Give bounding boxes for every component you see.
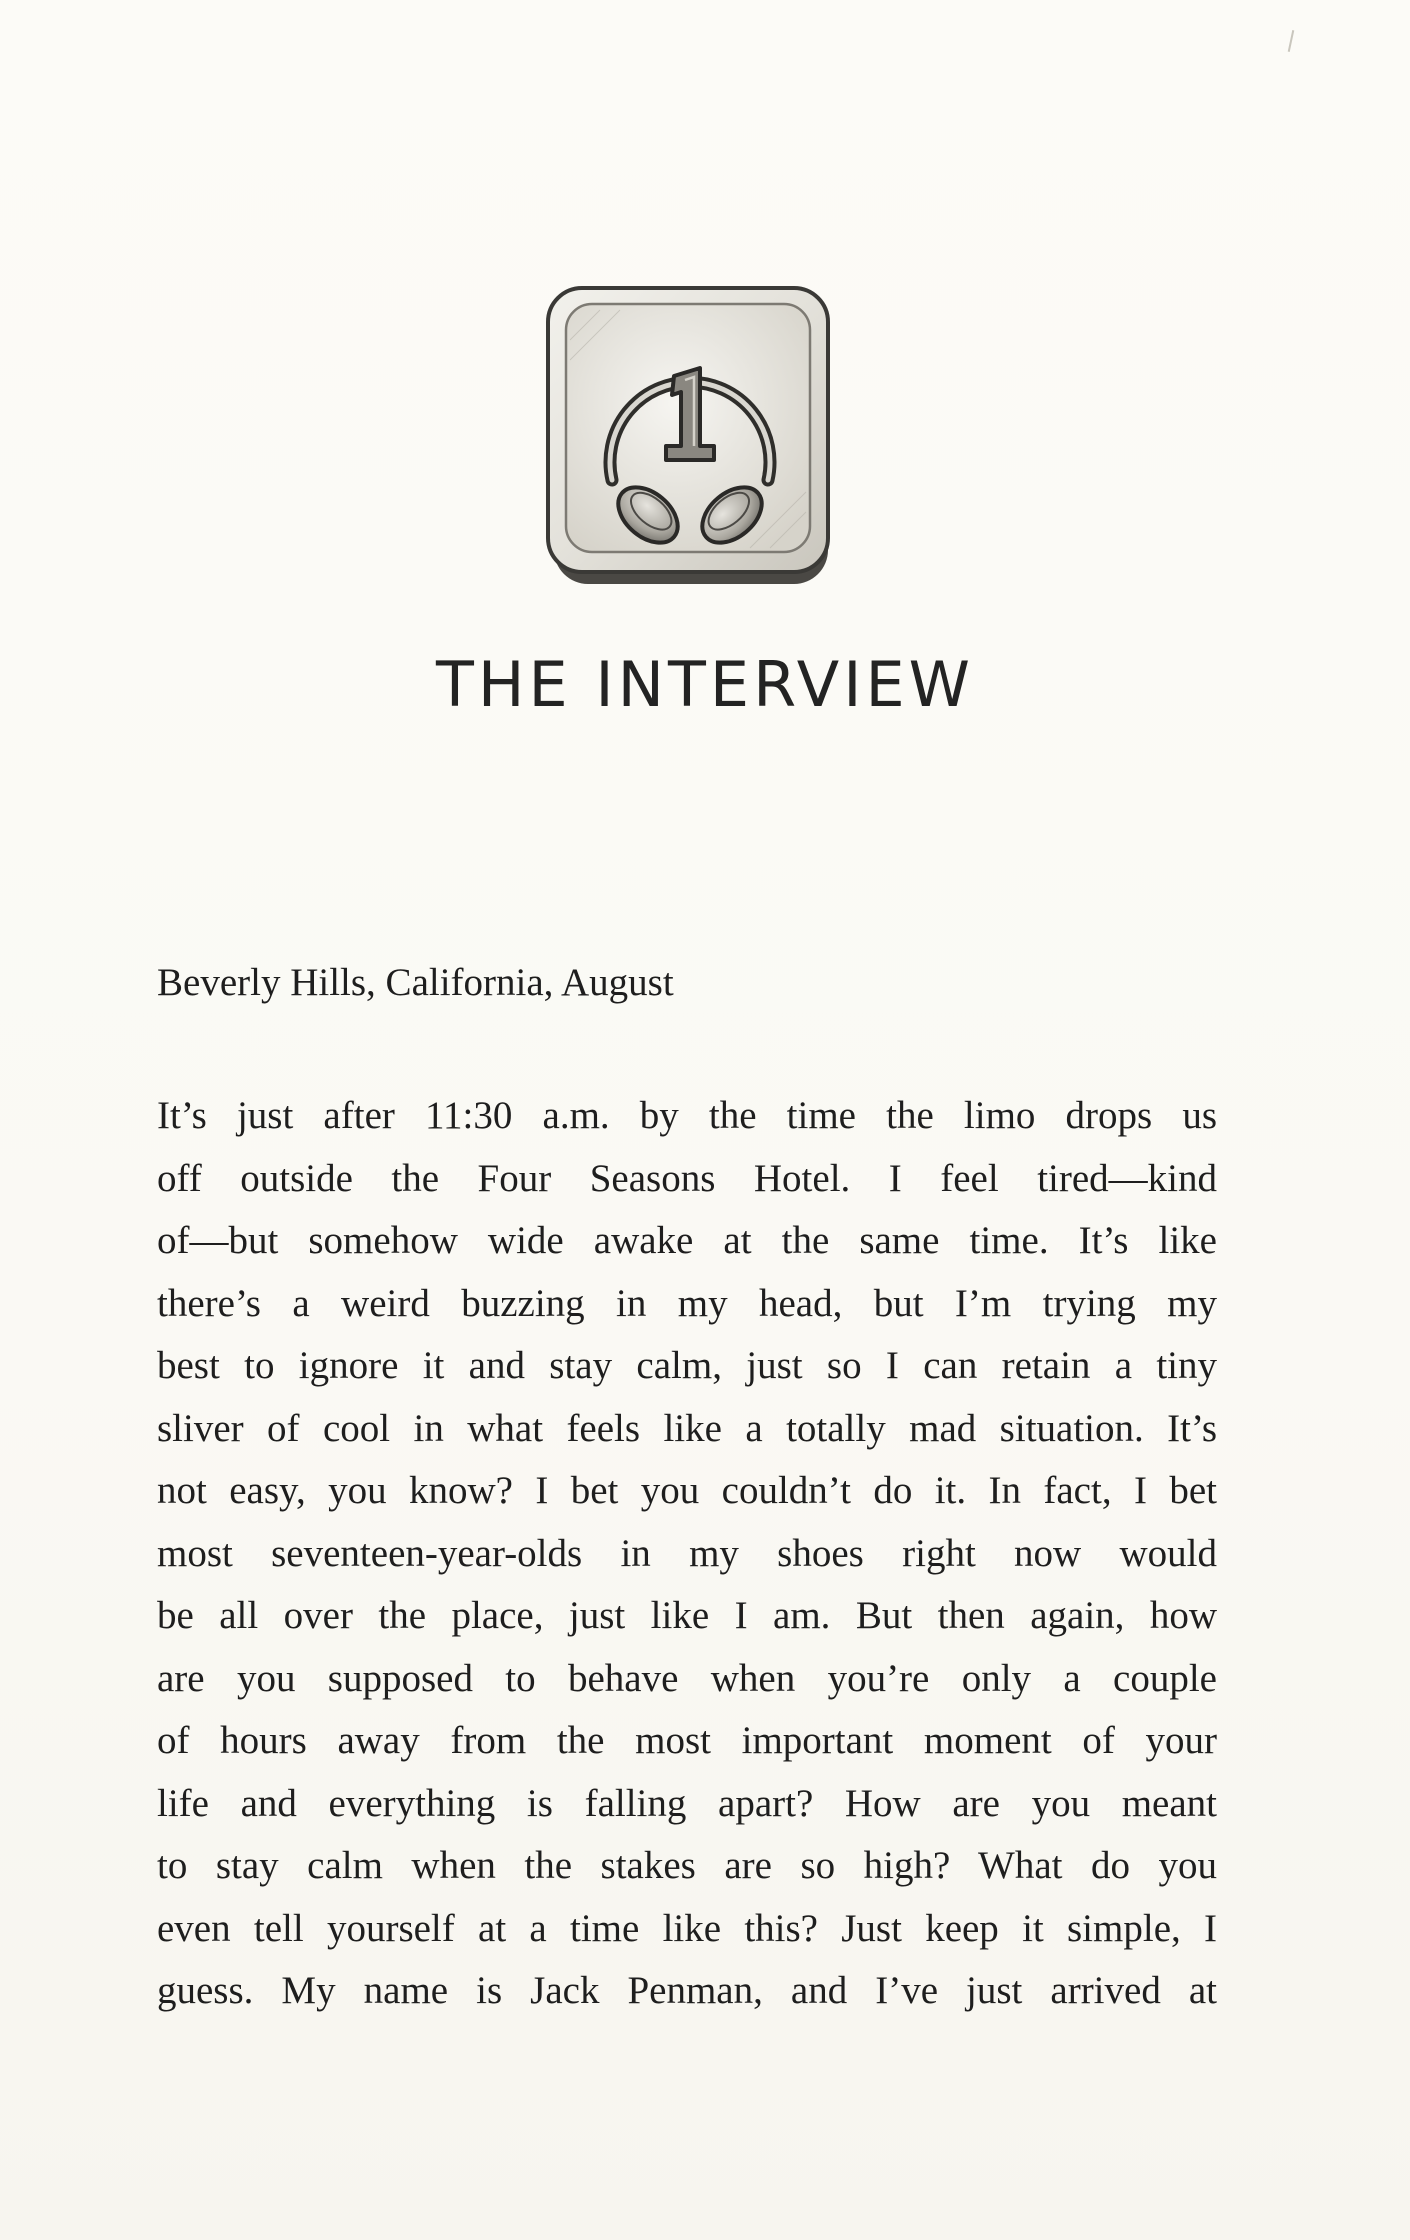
text-line: even tell yourself at a time like this? Just keep it simple, I [157,1906,1217,1950]
dateline: Beverly Hills, California, August [157,961,674,1004]
text-line: life and everything is falling apart? How are you meant [157,1781,1217,1825]
text-line: of hours away from the most important moment of your [157,1719,1217,1762]
headphones-badge-icon [540,280,840,590]
paper-speck [1288,30,1295,52]
text-line: not easy, you know? I bet you couldn’t do it. In fact, I bet [157,1469,1217,1512]
text-line: sliver of cool in what feels like a totally mad situation. It’s [157,1406,1217,1450]
text-line: there’s a weird buzzing in my head, but I’m trying my [157,1281,1217,1325]
text-line: to stay calm when the stakes are so high? What do you [157,1844,1217,1887]
text-line: most seventeen-year-olds in my shoes right now would [157,1531,1217,1575]
text-line: best to ignore it and stay calm, just so I can retain a tiny [157,1344,1217,1387]
text-line: of—but somehow wide awake at the same time. It’s like [157,1219,1217,1262]
text-line: It’s just after 11:30 a.m. by the time the limo drops us [157,1094,1217,1137]
body-paragraph [157,1085,1217,2023]
text-line: off outside the Four Seasons Hotel. I feel tired—kind [157,1156,1217,1200]
text-line: guess. My name is Jack Penman, and I’ve just arrived at [157,1969,1217,2012]
text-line: are you supposed to behave when you’re only a couple [157,1656,1217,1700]
text-line: be all over the place, just like I am. But then again, how [157,1594,1217,1637]
chapter-title: THE INTERVIEW [436,648,974,721]
